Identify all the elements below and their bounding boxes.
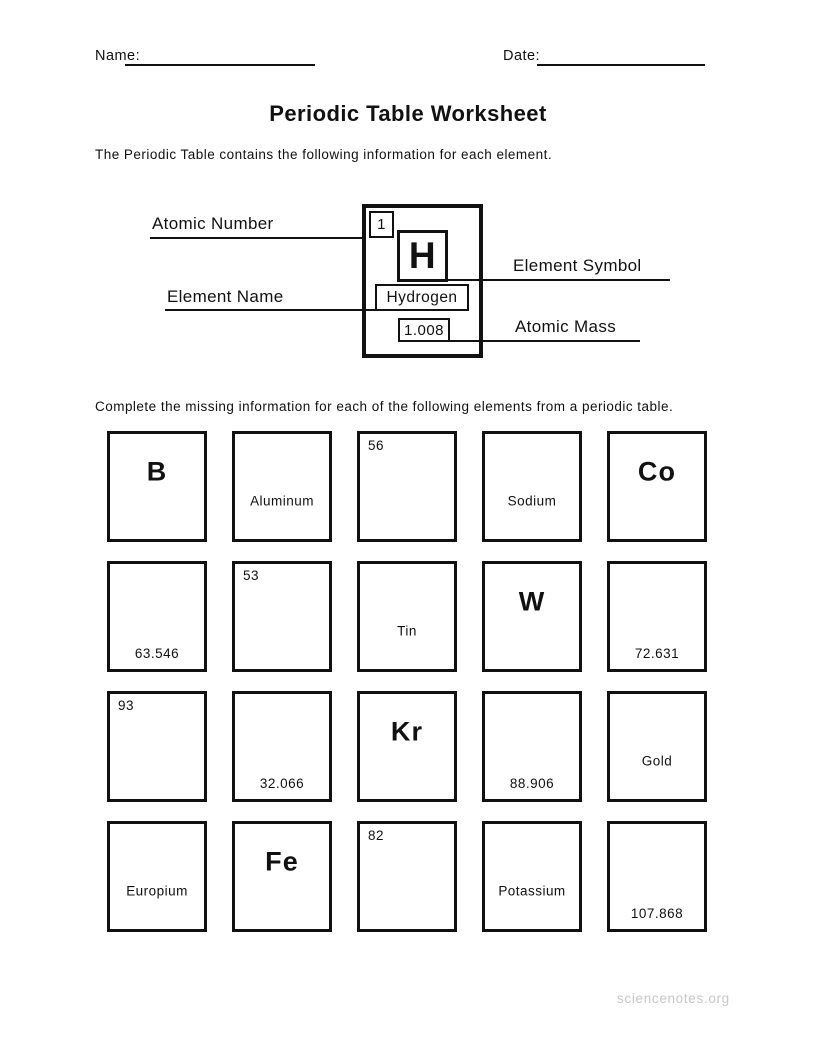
element-box xyxy=(107,431,207,542)
element-box xyxy=(232,431,332,542)
element-name: Gold xyxy=(641,753,673,769)
element-symbol: Co xyxy=(637,456,677,487)
example-atomic-mass xyxy=(398,318,450,342)
element-symbol: Fe xyxy=(265,846,299,877)
atomic-number: 53 xyxy=(243,568,259,583)
atomic-mass: 63.546 xyxy=(134,646,180,661)
name-label: Name: xyxy=(95,48,141,64)
element-symbol: W xyxy=(518,586,546,617)
element-name-label: Element Name xyxy=(167,287,284,306)
element-box xyxy=(482,431,582,542)
example-element-symbol xyxy=(397,230,448,282)
element-box xyxy=(107,691,207,802)
atomic-mass: 107.868 xyxy=(630,906,684,921)
atomic-mass: 72.631 xyxy=(634,646,680,661)
atomic-number: 93 xyxy=(118,698,134,713)
page-title: Periodic Table Worksheet xyxy=(269,101,547,126)
element-symbol: Kr xyxy=(390,716,424,747)
element-name: Tin xyxy=(397,623,417,639)
element-name: Potassium xyxy=(498,883,566,899)
example-element-name xyxy=(375,284,469,311)
element-symbol: B xyxy=(146,456,168,487)
element-box xyxy=(232,561,332,672)
example-atomic-mass-value: 1.008 xyxy=(404,321,444,339)
element-box xyxy=(107,821,207,932)
atomic-mass: 32.066 xyxy=(259,776,305,791)
element-name: Aluminum xyxy=(250,493,314,509)
example-element-symbol-value: H xyxy=(408,235,437,276)
element-grid xyxy=(107,431,707,932)
element-box xyxy=(607,691,707,802)
element-name: Europium xyxy=(126,883,188,899)
element-name: Sodium xyxy=(507,493,557,509)
element-box xyxy=(232,821,332,932)
atomic-mass-label: Atomic Mass xyxy=(515,317,617,336)
element-box xyxy=(607,561,707,672)
example-element-name-value: Hydrogen xyxy=(386,288,458,306)
element-box xyxy=(107,561,207,672)
element-box xyxy=(357,691,457,802)
atomic-number: 82 xyxy=(368,828,384,843)
instruction-text: Complete the missing information for each of the following elements from a periodic table. xyxy=(95,399,674,414)
element-box xyxy=(357,431,457,542)
example-atomic-number-value: 1 xyxy=(377,216,386,233)
atomic-number-pointer-line xyxy=(150,237,362,239)
footer-site: sciencenotes.org xyxy=(617,991,730,1006)
element-box xyxy=(607,431,707,542)
element-box xyxy=(482,821,582,932)
name-blank-line xyxy=(125,64,315,66)
element-box xyxy=(482,561,582,672)
atomic-mass: 88.906 xyxy=(509,776,555,791)
element-symbol-label: Element Symbol xyxy=(513,256,642,275)
date-blank-line xyxy=(537,64,705,66)
element-name-pointer-line xyxy=(165,309,375,311)
atomic-number-label: Atomic Number xyxy=(152,214,274,233)
example-atomic-number xyxy=(369,211,394,238)
element-box xyxy=(607,821,707,932)
intro-text: The Periodic Table contains the following information for each element. xyxy=(95,147,553,162)
element-box xyxy=(482,691,582,802)
date-label: Date: xyxy=(503,48,541,64)
element-box xyxy=(357,561,457,672)
element-box xyxy=(232,691,332,802)
atomic-number: 56 xyxy=(368,438,384,453)
element-box xyxy=(357,821,457,932)
